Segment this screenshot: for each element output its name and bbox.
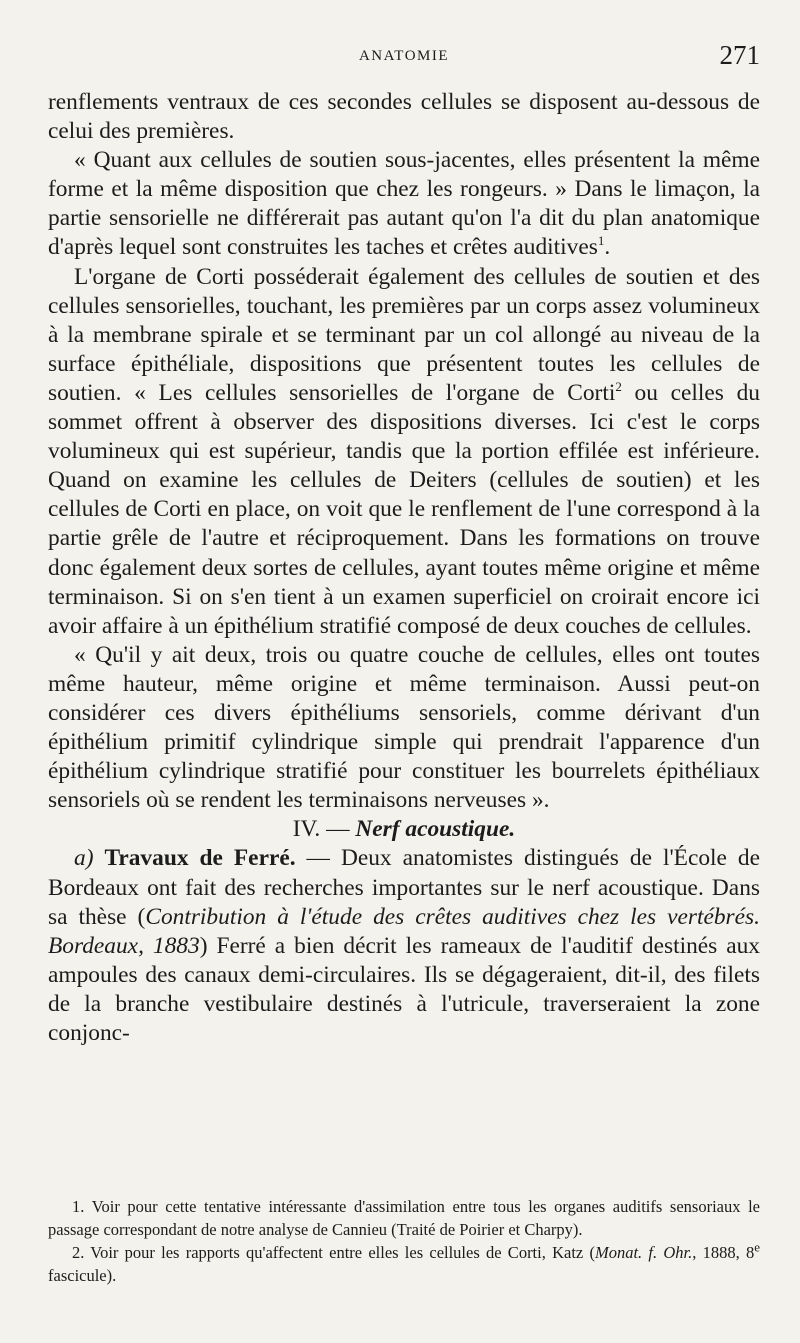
paragraph: [48, 263, 760, 641]
paragraph-text: L'organe de Corti posséderait également des cellules de soutien et des cellules sensorielles, touchant, les premières par un corps assez volumineux à la membrane spirale et se terminant par un col allongé au niveau de la surface épithéliale, dispositions que présentent toutes les cellules de soutien. « Les cellules sensorielles de l'organe de Corti: [48, 263, 760, 406]
footnote-text: 2. Voir pour les rapports qu'affectent entre elles les cellules de Corti, Katz (: [72, 1243, 595, 1262]
main-text: [48, 88, 760, 1048]
paragraph-text: — Deux anatomistes distingués de l'École de Bordeaux ont fait des recherches importantes sur le nerf acoustique. Dans sa thèse (: [48, 845, 760, 930]
section-number: IV. —: [292, 816, 356, 843]
footnote: [48, 1241, 760, 1287]
footnote: 1. Voir pour cette tentative intéressante d'assimilation entre tous les organes auditifs sensoriaux le passage correspondant de notre analyse de Cannieu (Traité de Poirier et Charpy).: [48, 1197, 760, 1239]
journal-title: Monat. f. Ohr.: [594, 1243, 693, 1262]
paragraph-text: .: [604, 234, 611, 261]
paragraph: [48, 146, 760, 262]
paragraph: « Qu'il y ait deux, trois ou quatre couche de cellules, elles ont toutes même hauteur, même origine et même terminaison. Aussi peut-on considérer ces divers épithéliums sensoriels, comme dérivant d'un épithélium primitif cylindrique simple qui prendrait l'apparence d'un épithélium cylindrique stratifié pour constituer les bourrelets épithéliaux sensoriels où se rendent les terminaisons nerveuses ».: [48, 641, 760, 814]
section-heading: [48, 815, 760, 844]
paragraph-text: ) Ferré a bien décrit les rameaux de l'auditif destinés aux ampoules des canaux demi-circulaires. Ils se dégageraient, dit-il, des filets de la branche vestibulaire destinés à l'utricule, traverseraient la zone conjonc-: [48, 932, 761, 1046]
superscript: e: [754, 1239, 761, 1255]
footnote-text: fascicule).: [48, 1266, 117, 1285]
footnotes: [48, 1195, 760, 1287]
thesis-title: Contribution à l'étude des crêtes auditives chez les vertébrés. Bordeaux, 1883: [48, 903, 760, 959]
page-number: 271: [719, 40, 760, 70]
footnote-ref: 2: [615, 379, 622, 395]
footnote-text: , 1888, 8: [692, 1243, 755, 1262]
paragraph: [48, 844, 760, 1048]
paragraph: renflements ventraux de ces secondes cellules se disposent au-dessous de celui des premières.: [48, 89, 760, 145]
page-header: [48, 40, 760, 80]
section-title: Nerf acoustique.: [355, 816, 516, 843]
footnote-ref: 1: [597, 233, 605, 249]
paragraph-text: « Quant aux cellules de soutien sous-jacentes, elles présentent la même forme et la même disposition que chez les rongeurs. » Dans le limaçon, la partie sensorielle ne différerait pas autant qu'on l'a dit du plan anatomique d'après lequel sont construites les taches et crêtes auditives: [48, 147, 760, 261]
paragraph-text: ou celles du sommet offrent à observer des dispositions diverses. Ici c'est le corps volumineux qui est supérieur, tandis que la portion effilée est inférieure. Quand on examine les cellules de Deiters (cellules de soutien) et les cellules de Corti en place, on voit que le renflement de l'une correspond à la partie grêle de l'autre et réciproquement. Dans les formations on trouve donc également deux sortes de cellules, ayant toutes même origine et même terminaison. Si on s'en tient à un examen superficiel on croirait encore ici avoir affaire à un épithélium stratifié composé de deux couches de cellules.: [48, 379, 760, 639]
subsection-label: a): [74, 845, 105, 872]
subsection-title: Travaux de Ferré.: [104, 845, 296, 872]
running-title: ANATOMIE: [358, 48, 450, 64]
